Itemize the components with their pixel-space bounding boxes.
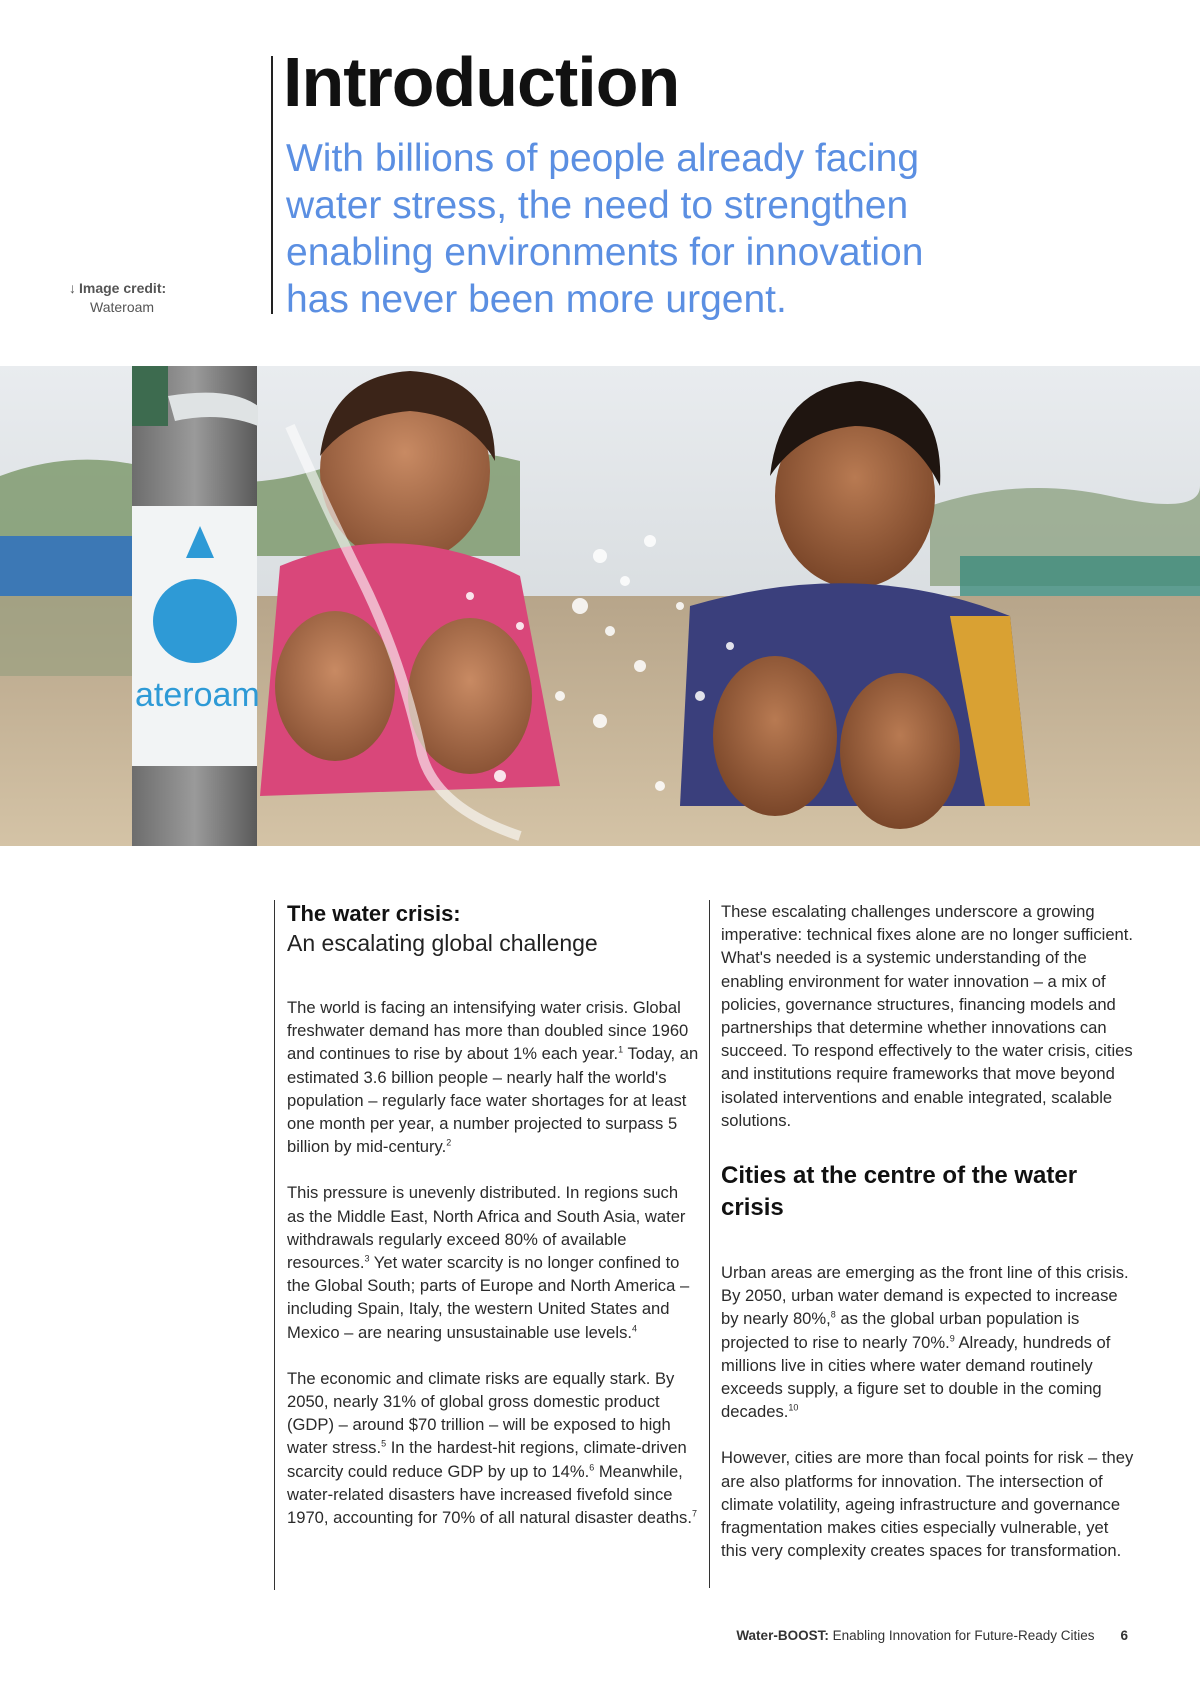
image-credit-source: Wateroam xyxy=(90,299,155,315)
title-rule xyxy=(271,56,273,314)
photo-boy-knee-right xyxy=(840,673,960,829)
page-footer xyxy=(736,1628,1128,1643)
paragraph: These escalating challenges underscore a growing imperative: technical fixes alone are no longer sufficient. What's needed is a systemic understanding of the enabling environment for water innovation – a mix of policies, governance structures, financing models and partnerships that determine whether innovations can succeed. To respond effectively to the water crisis, cities and institutions require frameworks that move beyond isolated interventions and enable integrated, scalable solutions. xyxy=(721,902,1133,1130)
right-column xyxy=(721,900,1136,1585)
footer-brand: Water-BOOST: xyxy=(736,1628,829,1643)
paragraph: The world is facing an intensifying water crisis. Global freshwater demand has more than doubled since 1960 and continues to rise by about 1% each year.$^1$ Today, an estimated 3.6 billion people – nearly half the world's population – regularly face water shortages for at least one month per year, a number projected to surpass 5 billion by mid-century.$^2$ xyxy=(287,998,699,1157)
page-subtitle: With billions of people already facing water stress, the need to strengthen enabling environments for innovation has never been more urgent. xyxy=(286,137,924,321)
footer-title: Enabling Innovation for Future-Ready Cities xyxy=(828,1628,1095,1643)
column-rule-right xyxy=(709,900,710,1588)
photo-green-boat xyxy=(960,556,1200,596)
column-rule-left xyxy=(274,900,275,1590)
left-column xyxy=(287,900,699,1552)
paragraph: However, cities are more than focal points for risk – they are also platforms for innovation. The intersection of climate volatility, ageing infrastructure and governance fragmentation makes cities especially vulnerable, yet this very complexity creates spaces for transformation. xyxy=(721,1448,1134,1561)
photo-tap-sticker xyxy=(132,366,168,426)
photo-girl-knee-right xyxy=(408,618,532,774)
photo-girl-knee-left xyxy=(275,611,395,761)
image-credit xyxy=(69,279,166,317)
hero-photo-illustration xyxy=(0,366,1200,846)
image-credit-label: Image credit: xyxy=(79,280,167,296)
page-number: 6 xyxy=(1120,1628,1128,1643)
photo-sign-text: ateroam xyxy=(135,676,260,714)
hero-photo xyxy=(0,366,1200,846)
paragraph: This pressure is unevenly distributed. In regions such as the Middle East, North Africa and South Asia, water withdrawals regularly exceed 80% of available resources.$^3$ Yet water scarcity is no longer confined to the Global South; parts of Europe and North America – including Spain, Italy, the western United States and Mexico – are nearing unsustainable use levels.$^4$ xyxy=(287,1183,690,1342)
photo-grass xyxy=(0,596,150,676)
arrow-down-icon: ↓ xyxy=(69,280,76,296)
section-heading-cities: Cities at the centre of the water crisis xyxy=(721,1162,1078,1222)
page-title: Introduction xyxy=(283,43,680,121)
photo-logo-circle xyxy=(153,579,237,663)
photo-boy-knee-left xyxy=(713,656,837,816)
section-heading-water-crisis: The water crisis: xyxy=(287,901,461,926)
section-subheading-water-crisis: An escalating global challenge xyxy=(287,930,598,956)
paragraph: Urban areas are emerging as the front line of this crisis. By 2050, urban water demand is expected to increase by nearly 80%,$^8$ as the global urban population is projected to rise to nearly 70%.$^9$ Already, hundreds of millions live in cities where water demand routinely exceeds supply, a figure set to double in the coming decades.$^{10}$ xyxy=(721,1263,1129,1422)
paragraph: The economic and climate risks are equally stark. By 2050, nearly 31% of global gross domestic product (GDP) – around $70 trillion – will be exposed to high water stress.$^5$ In the hardest-hit regions, climate-driven scarcity could reduce GDP by up to 14%.$^6$ Meanwhile, water-related disasters have increased fivefold since 1970, accounting for 70% of all natural disaster deaths.$^7$ xyxy=(287,1368,697,1528)
